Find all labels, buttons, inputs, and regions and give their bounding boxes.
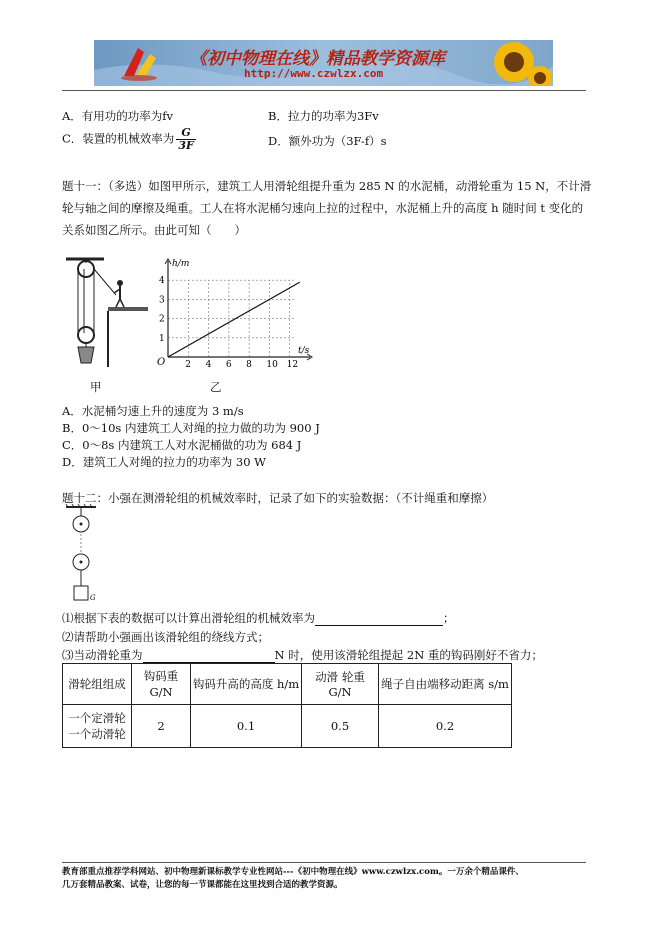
experiment-data-table	[62, 663, 512, 748]
footer-divider	[62, 862, 586, 863]
y-tick-label: 2	[159, 314, 165, 325]
table-cell: 0.5	[302, 705, 379, 748]
series-line	[168, 282, 300, 357]
q10-option-a: A．有用功的功率为fv	[62, 109, 174, 123]
x-tick-label: 8	[246, 360, 252, 370]
q12-item-2: ⑵请帮助小强画出该滑轮组的绕线方式；	[62, 630, 269, 644]
q12-answer-blank-1[interactable]	[315, 613, 443, 626]
q12-item-3	[62, 647, 543, 663]
x-tick-label: 2	[185, 360, 192, 370]
table-cell: 2	[132, 705, 191, 748]
footer-line-1: 教育部重点推荐学科网站、初中物理新课标教学专业性网站---《初中物理在线》www.czwlzx.com。一万余个精品课件、	[62, 867, 524, 877]
q11-figure-pulley	[64, 255, 154, 367]
q12-item-1-end: ；	[443, 611, 455, 625]
fraction-denominator: 3F	[178, 139, 194, 152]
y-axis-label: h/m	[172, 259, 190, 269]
x-axis-label: t/s	[298, 346, 310, 356]
table-header-cell: 绳子自由端移动距离 s/m	[379, 664, 512, 705]
q12-stem: 题十二：小强在测滑轮组的机械效率时，记录了如下的实验数据：（不计绳重和摩擦）	[62, 491, 494, 505]
x-tick-label: 12	[286, 360, 299, 370]
table-header-cell: 滑轮组组成	[63, 664, 132, 705]
table-cell: 0.1	[191, 705, 302, 748]
chart-guides	[168, 280, 294, 357]
q12-item-3-end: N 时，使用该滑轮组提起 2N 重的钩码刚好不省力；	[274, 648, 543, 662]
x-tick-label: 10	[266, 360, 278, 370]
efficiency-fraction	[176, 127, 195, 152]
table-header-cell: 钩码重 G/N	[132, 664, 191, 705]
table-cell: 0.2	[379, 705, 512, 748]
q10-option-c-text: C．装置的机械效率为	[62, 131, 175, 146]
q12-item-1-text: ⑴根据下表的数据可以计算出滑轮组的机械效率为	[62, 611, 315, 625]
q11-option-c: C．0～8s 内建筑工人对水泥桶做的功为 684 J	[62, 438, 302, 452]
table-header-row	[63, 664, 512, 705]
q11-figure-label-b: 乙	[210, 380, 222, 394]
q11-option-a: A．水泥桶匀速上升的速度为 3 m/s	[62, 404, 244, 418]
footer-line-2: 几万套精品教案、试卷，让您的每一节课都能在这里找到合适的教学资源。	[62, 880, 343, 890]
table-header-cell: 动滑 轮重 G/N	[302, 664, 379, 705]
banner-url: http://www.czwlzx.com	[244, 67, 384, 80]
header-divider	[62, 90, 586, 91]
q12-figure-pulley	[64, 504, 100, 608]
q12-item-3-text: ⑶当动滑轮重为	[62, 648, 143, 662]
y-tick-label: 4	[159, 276, 165, 287]
q12-weight-label: G	[90, 594, 96, 602]
y-tick-label: 1	[159, 333, 165, 344]
fraction-numerator: G	[176, 127, 195, 140]
x-tick-label: 6	[225, 360, 232, 370]
q10-option-b: B．拉力的功率为3Fv	[268, 109, 379, 123]
q11-option-d: D．建筑工人对绳的拉力的功率为 30 W	[62, 455, 266, 469]
q12-item-1	[62, 610, 455, 626]
q11-figure-label-a: 甲	[90, 380, 102, 394]
q10-option-c	[62, 127, 196, 152]
composition-line-2: 一个动滑轮	[68, 727, 126, 741]
header-banner	[94, 40, 553, 86]
composition-line-1: 一个定滑轮	[68, 711, 126, 725]
q11-stem: 题十一：（多选）如图甲所示，建筑工人用滑轮组提升重为 285 N 的水泥桶，动滑轮重为 15 N，不计滑轮与轴之间的摩擦及绳重。工人在将水泥桶匀速向上拉的过程中，水泥桶上升的高度 h 随时间 t 变化的关系如图乙所示。由此可知（ ）	[62, 179, 592, 237]
chart-series	[168, 282, 300, 357]
q11-option-b: B．0～10s 内建筑工人对绳的拉力做的功为 900 J	[62, 421, 320, 435]
table-row	[63, 705, 512, 748]
banner-title: 《初中物理在线》精品教学资源库	[190, 49, 445, 69]
q10-option-d: D．额外功为（3F-f）s	[268, 134, 387, 148]
table-cell-composition	[63, 705, 132, 748]
origin-label: O	[157, 357, 166, 368]
q11-figure-graph	[152, 255, 317, 375]
y-tick-label: 3	[159, 295, 165, 306]
q12-answer-blank-3[interactable]	[143, 650, 275, 663]
table-header-cell: 钩码升高的高度 h/m	[191, 664, 302, 705]
x-tick-label: 4	[205, 360, 212, 370]
